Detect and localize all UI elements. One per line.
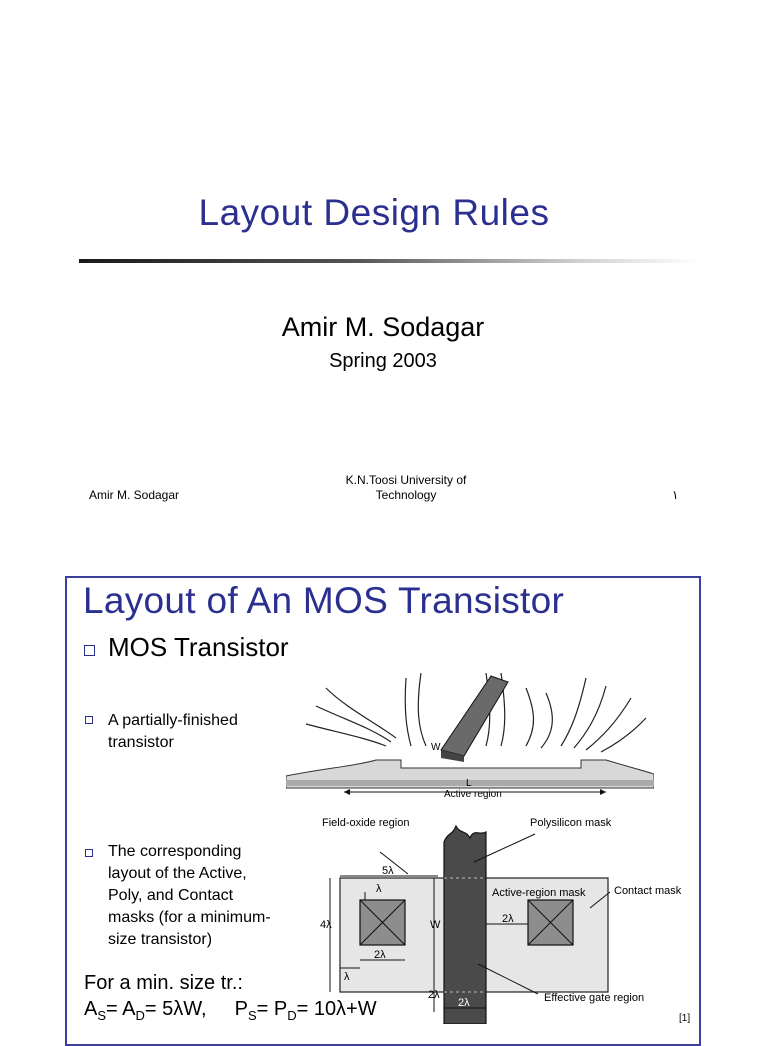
bullet-sub-b-line: size transistor) [108,931,213,948]
footer-institution [315,473,497,503]
area-perimeter-formula: $A_S= A_D= 5\lambda W$, $P_S= P_D= 10\lambda+W$ [84,998,377,1023]
footer-institution-line2: Technology [375,488,437,502]
dim-2-lambda-extension: 2λ [428,989,440,1001]
title-divider [79,259,699,263]
dim-2-lambda-gate: 2λ [458,997,470,1009]
layout-masks-figure [320,812,700,1024]
active-region-mask-label: Active-region mask [492,887,586,899]
bullet-square-icon [84,645,95,656]
author-name: Amir M. Sodagar [281,312,485,342]
dim-5-lambda: 5λ [382,865,394,877]
effective-gate-label: Effective gate region [544,992,645,1004]
bullet-sub-b-line: masks (for a minimum- [108,909,271,926]
bullet-square-icon [85,849,93,857]
slide1-title: Layout Design Rules [198,192,550,233]
bullet-sub-b-line: Poly, and Contact [108,887,234,904]
bullet-sub-a-line2: transistor [108,734,174,751]
bullet-sub-a [108,710,268,754]
bullet-sub-b-line: The corresponding [108,843,242,860]
dim-w: W [430,919,441,931]
reference-footnote: [1] [679,1013,691,1024]
field-oxide-label: Field-oxide region [322,817,410,829]
contact-mask-label: Contact mask [614,885,682,897]
dim-lambda-bottom: λ [344,971,350,983]
dim-lambda-top: λ [376,883,382,895]
slide2-title: Layout of An MOS Transistor [83,580,565,621]
active-region-label: Active region [444,789,502,800]
dim-2-lambda-contact: 2λ [374,949,386,961]
term-label: Spring 2003 [329,350,437,372]
footer-institution-line1: K.N.Toosi University of [345,473,467,487]
bullet-sub-b [108,841,308,951]
w-label: W [431,742,441,753]
bullet-square-icon [85,716,93,724]
min-size-label: For a min. size tr.: [84,972,243,994]
footer-page-number: ١ [672,488,679,502]
bullet-sub-a-line1: A partially-finished [108,712,238,729]
polysilicon-mask-label: Polysilicon mask [530,817,612,829]
dim-2-lambda-right: 2λ [502,913,514,925]
transistor-cross-section-figure [286,668,654,800]
footer-author: Amir M. Sodagar [89,488,180,502]
l-label: L [466,778,472,789]
bullet-sub-b-line: layout of the Active, [108,865,247,882]
bullet-main-text: MOS Transistor [108,632,289,662]
dim-4-lambda: 4λ [320,919,332,931]
